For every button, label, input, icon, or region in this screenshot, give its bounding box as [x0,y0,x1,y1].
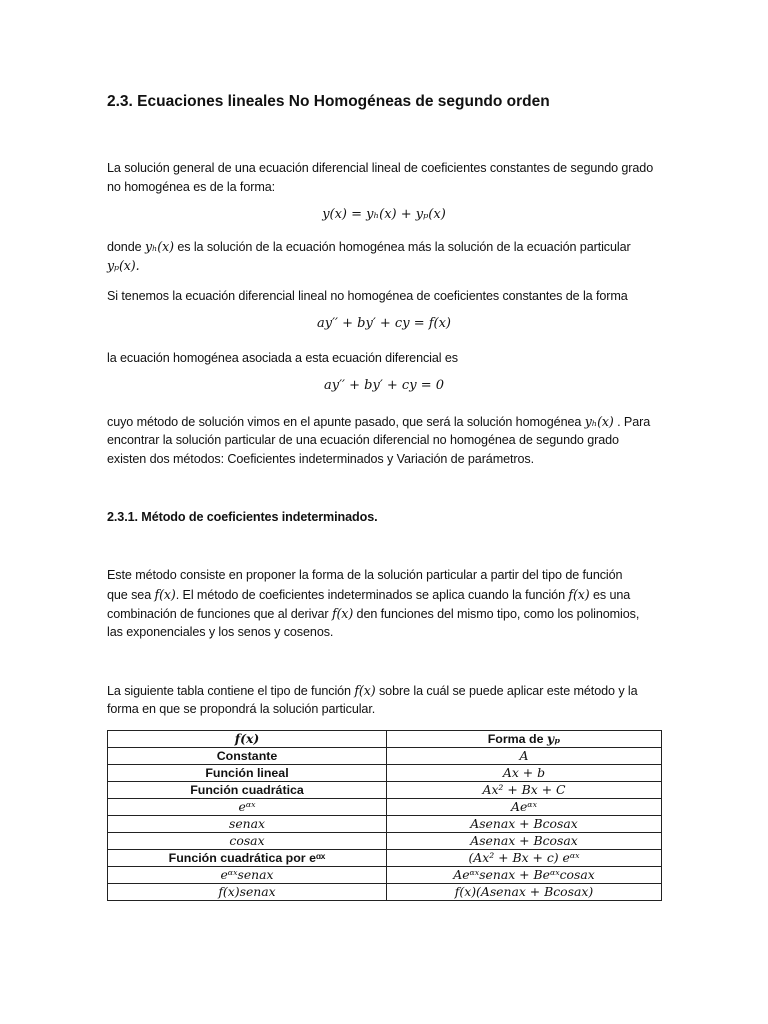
equation-nonhomogeneous: ay′′ + by′ + cy = f(x) [317,316,451,331]
table-row [108,816,662,833]
si-tenemos-line: Si tenemos la ecuación diferencial lineal no homogénea de coeficientes constantes de la forma [107,289,628,303]
tabla-intro-line-2: forma en que se propondrá la solución particular. [107,702,376,716]
header-yp-label: Forma de [487,732,547,746]
metodo-l2-mid: . El método de coeficientes indeterminados se aplica cuando la función [175,588,565,602]
tabla-intro-line-1 [107,681,638,701]
metodo-line-2 [107,585,630,605]
fx-symbol: f(x) [154,587,176,602]
metodo-line-4: las exponenciales y los senos y cosenos. [107,625,334,639]
homogenea-intro: la ecuación homogénea asociada a esta ecuación diferencial es [107,351,458,365]
row-function: Función cuadrática [108,782,387,799]
metodo-l3-post: den funciones del mismo tipo, como los polinomios, [356,607,640,621]
table-header-row [108,731,662,748]
metodo-l2-post: es una [593,588,631,602]
intro-line-1: La solución general de una ecuación diferencial lineal de coeficientes constantes de segundo grado [107,161,654,175]
row-form: A [387,748,662,765]
row-form: Ax² + Bx + C [387,782,662,799]
yh-symbol: yₕ(x) [144,239,174,254]
cuyo-line-1 [107,412,650,432]
fx-symbol-2: f(x) [568,587,590,602]
metodo-line-1: Este método consiste en proponer la forma de la solución particular a partir del tipo de función [107,568,623,582]
function-forms-table [107,730,662,901]
row-function: f(x)senax [108,884,387,901]
yh-symbol-2: yₕ(x) [584,414,614,429]
table-row [108,850,662,867]
row-form: Aeᵅˣsenax + Beᵅˣcosax [387,867,662,884]
table-row [108,884,662,901]
header-yp [387,731,662,748]
table-row [108,748,662,765]
fx-symbol-3: f(x) [331,606,354,621]
intro-line-2: no homogénea es de la forma: [107,180,276,194]
metodo-l2-pre: que sea [107,588,152,602]
row-form: (Ax² + Bx + c) eᵅˣ [387,850,662,867]
section-heading: 2.3. Ecuaciones lineales No Homogéneas de segundo orden [107,93,550,110]
metodo-line-3 [107,604,639,624]
tabla-intro-pre: La siguiente tabla contiene el tipo de función [107,684,351,698]
donde-pre: donde [107,240,142,254]
row-form: Ax + b [387,765,662,782]
table-row [108,867,662,884]
tabla-intro-post: sobre la cuál se puede aplicar este método y la [378,684,638,698]
table-row [108,799,662,816]
table-row [108,833,662,850]
header-fx: f(x) [108,731,387,748]
row-function: Función cuadrática por eᵅˣ [108,850,387,867]
metodo-l3-pre: combinación de funciones que al derivar [107,607,329,621]
donde-line-1 [107,237,631,257]
equation-general-solution: y(x) = yₕ(x) + yₚ(x) [322,207,446,222]
fx-symbol-4: f(x) [354,683,376,698]
cuyo-post: . Para [617,415,651,429]
subsection-heading: 2.3.1. Método de coeficientes indeterminados. [107,510,378,524]
donde-mid: es la solución de la ecuación homogénea más la solución de la ecuación particular [177,240,631,254]
yp-symbol: yₚ(x). [107,258,140,273]
row-function: Constante [108,748,387,765]
cuyo-line-2: encontrar la solución particular de una ecuación diferencial no homogénea de segundo grado [107,433,619,447]
cuyo-line-3: existen dos métodos: Coeficientes indeterminados y Variación de parámetros. [107,452,534,466]
row-function: senax [108,816,387,833]
cuyo-pre: cuyo método de solución vimos en el apunte pasado, que será la solución homogénea [107,415,582,429]
header-yp-symbol: yₚ [546,731,561,746]
row-function: eᵅˣsenax [108,867,387,884]
row-form: f(x)(Asenax + Bcosax) [387,884,662,901]
table-row [108,765,662,782]
row-form: Aeᵅˣ [387,799,662,816]
row-function: eᵅˣ [108,799,387,816]
equation-homogeneous: ay′′ + by′ + cy = 0 [324,378,444,393]
row-function: Función lineal [108,765,387,782]
row-form: Asenax + Bcosax [387,816,662,833]
row-form: Asenax + Bcosax [387,833,662,850]
table-row [108,782,662,799]
row-function: cosax [108,833,387,850]
